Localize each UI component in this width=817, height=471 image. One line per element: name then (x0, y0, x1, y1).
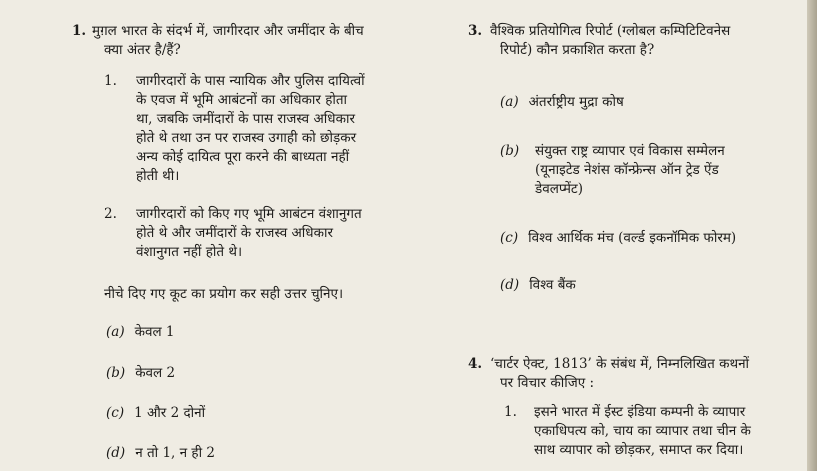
option-text: विश्व आर्थिक मंच (वर्ल्ड इकनॉमिक फोरम) (528, 230, 737, 246)
question-number: 4. (468, 356, 483, 372)
question-text-line: क्या अंतर है/हैं? (104, 42, 181, 58)
statement-line: था, जबकि जमींदारों के पास राजस्व अधिकार (136, 111, 355, 127)
page-binding-edge (807, 0, 817, 471)
statement-line: अन्य कोई दायित्व पूरा करने की बाध्यता नहीं (136, 149, 350, 165)
question-number: 1. (72, 23, 87, 39)
question-text-line: पर विचार कीजिए : (500, 375, 595, 391)
option-label: (a) (500, 94, 519, 110)
statement-line: होती थी। (136, 168, 180, 184)
option-c[interactable] (500, 229, 736, 248)
option-label: (c) (500, 230, 519, 246)
option-text: केवल 1 (134, 324, 175, 340)
statement-line: एकाधिपत्य को, चाय का व्यापार तथा चीन के (534, 423, 751, 439)
statement-line: जागीरदारों को किए गए भूमि आबंटन वंशानुगत (136, 206, 362, 222)
option-a[interactable] (106, 323, 175, 342)
option-text-line: (यूनाइटेड नेशंस कॉन्फ्रेन्स ऑन ट्रेड ऐंड (535, 162, 719, 178)
statement-line: होते थे और जमींदारों के राजस्व अधिकार (136, 225, 333, 241)
option-label: (d) (500, 277, 520, 293)
option-c[interactable] (106, 404, 205, 423)
statement-number: 1. (504, 404, 517, 420)
option-label: (b) (500, 143, 520, 159)
question-text-line: रिपोर्ट) कौन प्रकाशित करता है? (500, 42, 655, 58)
option-label: (a) (106, 324, 125, 340)
statement-line: इसने भारत में ईस्ट इंडिया कम्पनी के व्यापार (534, 404, 746, 420)
statement-line: वंशानुगत नहीं होते थे। (136, 244, 243, 260)
question-text-line: मुग़ल भारत के संदर्भ में, जागीरदार और जमींदार के बीच (92, 23, 364, 39)
option-text: न तो 1, न ही 2 (135, 445, 215, 461)
option-label: (c) (106, 405, 125, 421)
option-label: (d) (106, 445, 126, 461)
option-text: 1 और 2 दोनों (134, 405, 206, 421)
option-a[interactable] (500, 93, 624, 112)
statement-number: 1. (104, 73, 117, 89)
statement-line: के एवज में भूमि आबंटनों का अधिकार होता (136, 92, 348, 108)
option-text: केवल 2 (135, 365, 176, 381)
question-text-line: ‘चार्टर ऐक्ट, 1813’ के संबंध में, निम्नलिखित कथनों (490, 356, 750, 372)
option-text-line: संयुक्त राष्ट्र व्यापार एवं विकास सम्मेलन (535, 143, 725, 159)
option-d[interactable] (500, 276, 576, 295)
statement-line: साथ व्यापार को छोड़कर, समाप्त कर दिया। (534, 442, 744, 458)
option-d[interactable] (106, 444, 215, 463)
option-text: अंतर्राष्ट्रीय मुद्रा कोष (528, 94, 624, 110)
question-number: 3. (468, 23, 483, 39)
instruction-text: नीचे दिए गए कूट का प्रयोग कर सही उत्तर चुनिए। (104, 286, 344, 302)
question-text-line: वैश्विक प्रतियोगित्व रिपोर्ट (ग्लोबल कम्पिटिटिवनेस (490, 23, 731, 39)
statement-line: होते थे तथा उन पर राजस्व उगाही को छोड़कर (136, 130, 357, 146)
option-text-line: डेवलप्मेंट) (535, 181, 583, 197)
statement-number: 2. (104, 206, 117, 222)
option-text: विश्व बैंक (529, 277, 576, 293)
option-b[interactable] (106, 364, 175, 383)
option-label: (b) (106, 365, 126, 381)
statement-line: जागीरदारों के पास न्यायिक और पुलिस दायित्वों (136, 73, 365, 89)
